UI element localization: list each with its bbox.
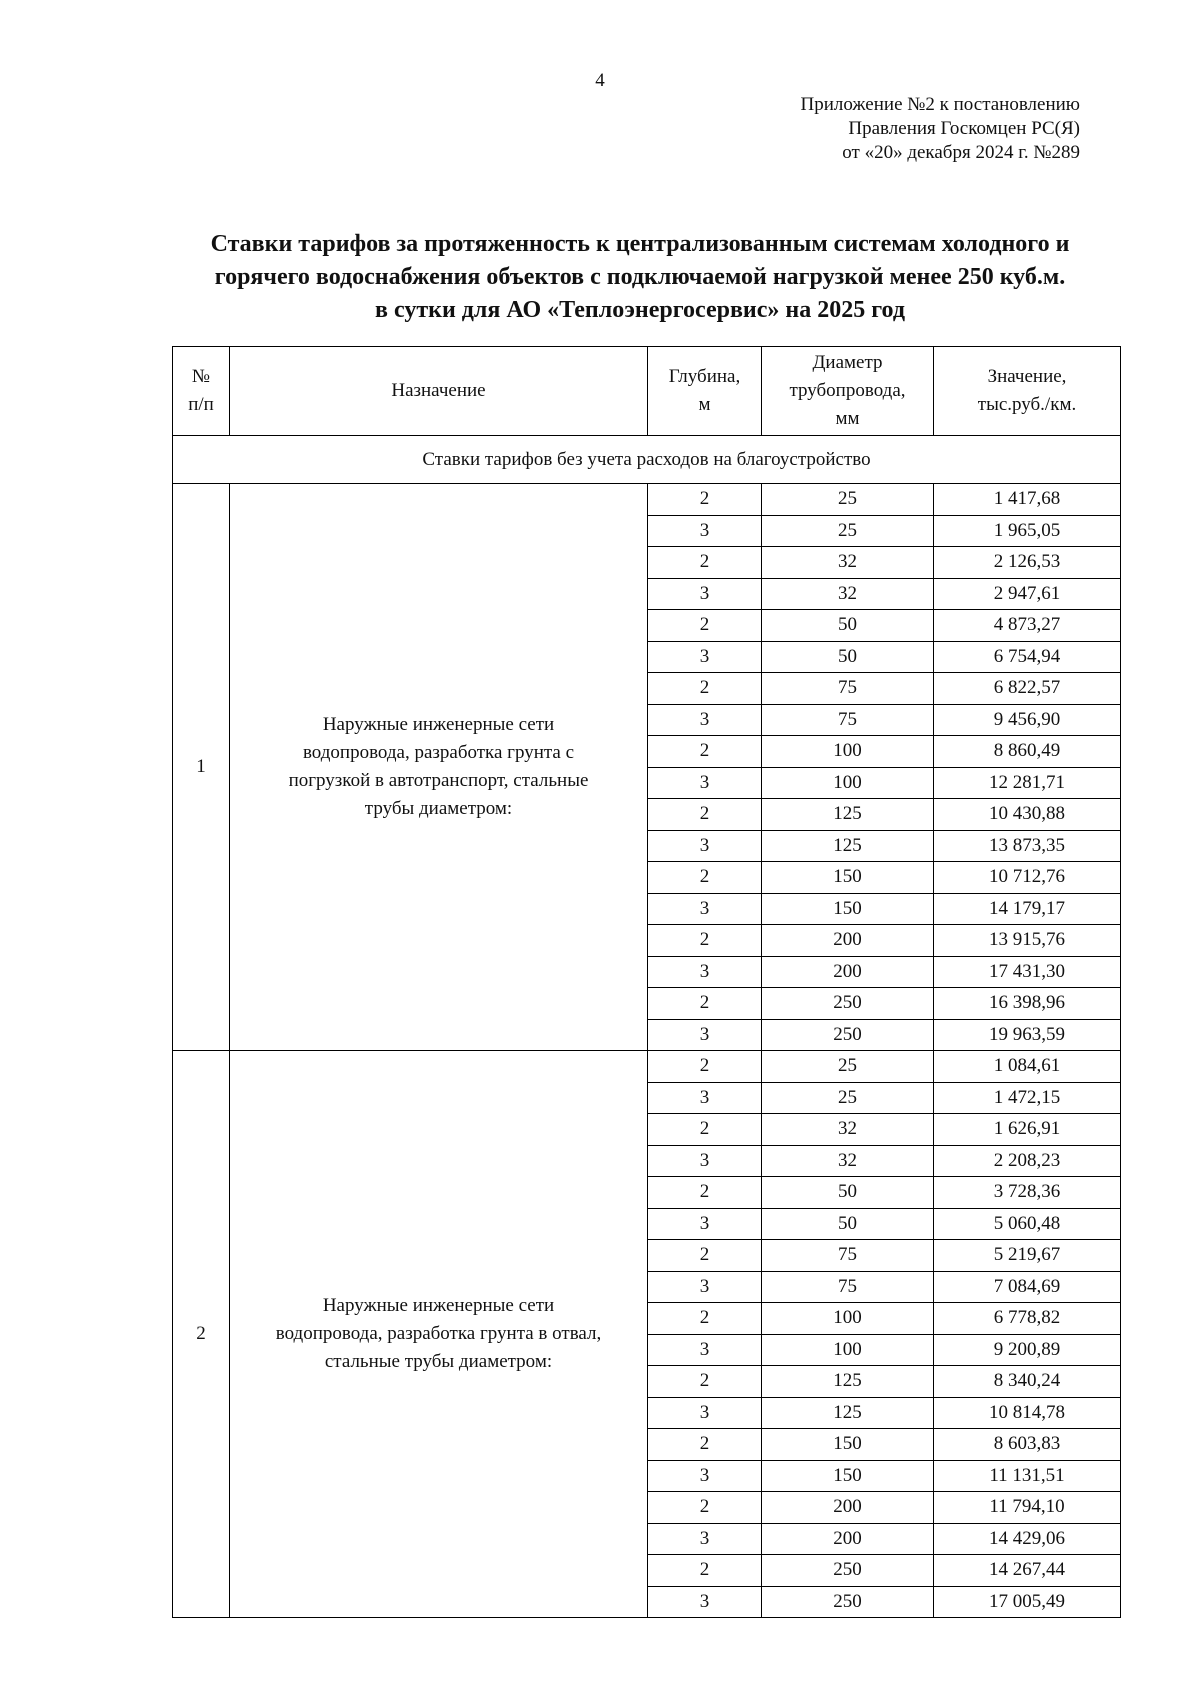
- cell-value: 6 754,94: [934, 641, 1121, 673]
- cell-depth: 3: [648, 1397, 762, 1429]
- cell-value: 17 431,30: [934, 956, 1121, 988]
- cell-depth: 3: [648, 893, 762, 925]
- title-line: в сутки для АО «Теплоэнергосервис» на 2025 год: [375, 297, 905, 323]
- table-row: [173, 484, 1121, 516]
- tariff-table: [172, 346, 1121, 1618]
- cell-depth: 3: [648, 704, 762, 736]
- title-line: горячего водоснабжения объектов с подключаемой нагрузкой менее 250 куб.м.: [214, 264, 1066, 290]
- cell-value: 2 208,23: [934, 1145, 1121, 1177]
- cell-depth: 2: [648, 736, 762, 768]
- header-text: Значение,: [987, 366, 1067, 387]
- header-text: мм: [835, 408, 860, 429]
- cell-diameter: 125: [762, 799, 934, 831]
- cell-depth: 3: [648, 830, 762, 862]
- appendix-reference: [801, 93, 1080, 165]
- cell-depth: 3: [648, 1271, 762, 1303]
- cell-depth: 2: [648, 1555, 762, 1587]
- cell-diameter: 250: [762, 1586, 934, 1618]
- group-description: [230, 484, 648, 1051]
- header-number: [173, 347, 230, 436]
- cell-diameter: 32: [762, 1114, 934, 1146]
- cell-diameter: 150: [762, 862, 934, 894]
- header-text: трубопровода,: [789, 380, 906, 401]
- cell-diameter: 50: [762, 1177, 934, 1209]
- cell-value: 7 084,69: [934, 1271, 1121, 1303]
- description-line: стальные трубы диаметром:: [324, 1351, 553, 1372]
- cell-value: 1 626,91: [934, 1114, 1121, 1146]
- cell-diameter: 200: [762, 1523, 934, 1555]
- cell-depth: 3: [648, 956, 762, 988]
- cell-value: 6 822,57: [934, 673, 1121, 705]
- cell-diameter: 25: [762, 1051, 934, 1083]
- cell-depth: 3: [648, 1586, 762, 1618]
- cell-depth: 2: [648, 1114, 762, 1146]
- cell-diameter: 150: [762, 893, 934, 925]
- header-text: м: [698, 394, 711, 415]
- cell-depth: 2: [648, 1429, 762, 1461]
- document-title: [160, 228, 1120, 327]
- cell-value: 10 712,76: [934, 862, 1121, 894]
- cell-diameter: 150: [762, 1429, 934, 1461]
- cell-depth: 3: [648, 1082, 762, 1114]
- cell-diameter: 250: [762, 1019, 934, 1051]
- cell-diameter: 100: [762, 1334, 934, 1366]
- cell-diameter: 125: [762, 830, 934, 862]
- cell-depth: 2: [648, 610, 762, 642]
- cell-value: 3 728,36: [934, 1177, 1121, 1209]
- cell-diameter: 75: [762, 1271, 934, 1303]
- cell-depth: 2: [648, 1240, 762, 1272]
- group-number: 1: [173, 484, 230, 1051]
- appendix-line: Приложение №2 к постановлению: [800, 94, 1080, 115]
- cell-value: 16 398,96: [934, 988, 1121, 1020]
- cell-depth: 2: [648, 547, 762, 579]
- cell-value: 11 794,10: [934, 1492, 1121, 1524]
- cell-depth: 2: [648, 1492, 762, 1524]
- cell-depth: 3: [648, 1460, 762, 1492]
- cell-diameter: 25: [762, 515, 934, 547]
- cell-depth: 3: [648, 767, 762, 799]
- cell-diameter: 25: [762, 484, 934, 516]
- cell-depth: 2: [648, 484, 762, 516]
- cell-diameter: 50: [762, 641, 934, 673]
- description-line: водопровода, разработка грунта с: [302, 742, 575, 763]
- cell-value: 14 179,17: [934, 893, 1121, 925]
- cell-depth: 2: [648, 862, 762, 894]
- cell-diameter: 50: [762, 610, 934, 642]
- cell-depth: 3: [648, 641, 762, 673]
- header-diameter: [762, 347, 934, 436]
- description-line: трубы диаметром:: [364, 798, 513, 819]
- cell-diameter: 32: [762, 1145, 934, 1177]
- cell-diameter: 150: [762, 1460, 934, 1492]
- cell-diameter: 75: [762, 704, 934, 736]
- cell-value: 4 873,27: [934, 610, 1121, 642]
- cell-depth: 2: [648, 988, 762, 1020]
- header-value: [934, 347, 1121, 436]
- cell-diameter: 100: [762, 736, 934, 768]
- cell-value: 8 340,24: [934, 1366, 1121, 1398]
- cell-diameter: 75: [762, 673, 934, 705]
- cell-depth: 2: [648, 1177, 762, 1209]
- cell-value: 8 603,83: [934, 1429, 1121, 1461]
- description-line: Наружные инженерные сети: [322, 714, 555, 735]
- cell-value: 1 417,68: [934, 484, 1121, 516]
- cell-value: 2 947,61: [934, 578, 1121, 610]
- cell-depth: 3: [648, 1145, 762, 1177]
- cell-diameter: 50: [762, 1208, 934, 1240]
- header-text: Глубина,: [668, 366, 741, 387]
- cell-value: 5 219,67: [934, 1240, 1121, 1272]
- cell-depth: 3: [648, 1208, 762, 1240]
- cell-diameter: 200: [762, 956, 934, 988]
- cell-value: 9 456,90: [934, 704, 1121, 736]
- appendix-line: от «20» декабря 2024 г. №289: [842, 142, 1080, 163]
- cell-diameter: 100: [762, 1303, 934, 1335]
- cell-diameter: 125: [762, 1366, 934, 1398]
- header-purpose: Назначение: [230, 347, 648, 436]
- cell-value: 13 915,76: [934, 925, 1121, 957]
- cell-depth: 2: [648, 925, 762, 957]
- cell-value: 17 005,49: [934, 1586, 1121, 1618]
- cell-diameter: 250: [762, 988, 934, 1020]
- cell-depth: 3: [648, 515, 762, 547]
- cell-diameter: 125: [762, 1397, 934, 1429]
- header-text: п/п: [188, 394, 214, 415]
- description-line: Наружные инженерные сети: [322, 1295, 555, 1316]
- table-body: [173, 436, 1121, 1618]
- cell-value: 10 814,78: [934, 1397, 1121, 1429]
- cell-depth: 3: [648, 578, 762, 610]
- cell-value: 2 126,53: [934, 547, 1121, 579]
- table-header-row: [173, 347, 1121, 436]
- cell-value: 19 963,59: [934, 1019, 1121, 1051]
- cell-value: 1 472,15: [934, 1082, 1121, 1114]
- cell-depth: 2: [648, 799, 762, 831]
- cell-depth: 2: [648, 1366, 762, 1398]
- table-row: [173, 1051, 1121, 1083]
- section-row: [173, 436, 1121, 484]
- cell-diameter: 250: [762, 1555, 934, 1587]
- cell-diameter: 25: [762, 1082, 934, 1114]
- cell-value: 6 778,82: [934, 1303, 1121, 1335]
- cell-diameter: 32: [762, 578, 934, 610]
- description-line: водопровода, разработка грунта в отвал,: [275, 1323, 602, 1344]
- cell-value: 8 860,49: [934, 736, 1121, 768]
- header-text: тыс.руб./км.: [977, 394, 1077, 415]
- title-line: Ставки тарифов за протяженность к централизованным системам холодного и: [210, 231, 1070, 257]
- cell-depth: 3: [648, 1019, 762, 1051]
- description-line: погрузкой в автотранспорт, стальные: [288, 770, 589, 791]
- cell-depth: 2: [648, 673, 762, 705]
- header-text: Диаметр: [812, 352, 883, 373]
- cell-value: 11 131,51: [934, 1460, 1121, 1492]
- cell-depth: 3: [648, 1334, 762, 1366]
- cell-value: 5 060,48: [934, 1208, 1121, 1240]
- cell-value: 9 200,89: [934, 1334, 1121, 1366]
- cell-diameter: 75: [762, 1240, 934, 1272]
- cell-diameter: 200: [762, 925, 934, 957]
- cell-value: 1 965,05: [934, 515, 1121, 547]
- header-depth: [648, 347, 762, 436]
- cell-value: 14 429,06: [934, 1523, 1121, 1555]
- group-description: [230, 1051, 648, 1618]
- cell-depth: 2: [648, 1051, 762, 1083]
- cell-value: 10 430,88: [934, 799, 1121, 831]
- group-number: 2: [173, 1051, 230, 1618]
- section-title: Ставки тарифов без учета расходов на благоустройство: [173, 436, 1121, 484]
- header-text: №: [191, 366, 211, 387]
- cell-depth: 3: [648, 1523, 762, 1555]
- cell-diameter: 200: [762, 1492, 934, 1524]
- cell-value: 1 084,61: [934, 1051, 1121, 1083]
- cell-value: 13 873,35: [934, 830, 1121, 862]
- appendix-line: Правления Госкомцен РС(Я): [848, 118, 1080, 139]
- cell-diameter: 32: [762, 547, 934, 579]
- page-number: 4: [595, 70, 605, 91]
- cell-diameter: 100: [762, 767, 934, 799]
- cell-depth: 2: [648, 1303, 762, 1335]
- cell-value: 12 281,71: [934, 767, 1121, 799]
- cell-value: 14 267,44: [934, 1555, 1121, 1587]
